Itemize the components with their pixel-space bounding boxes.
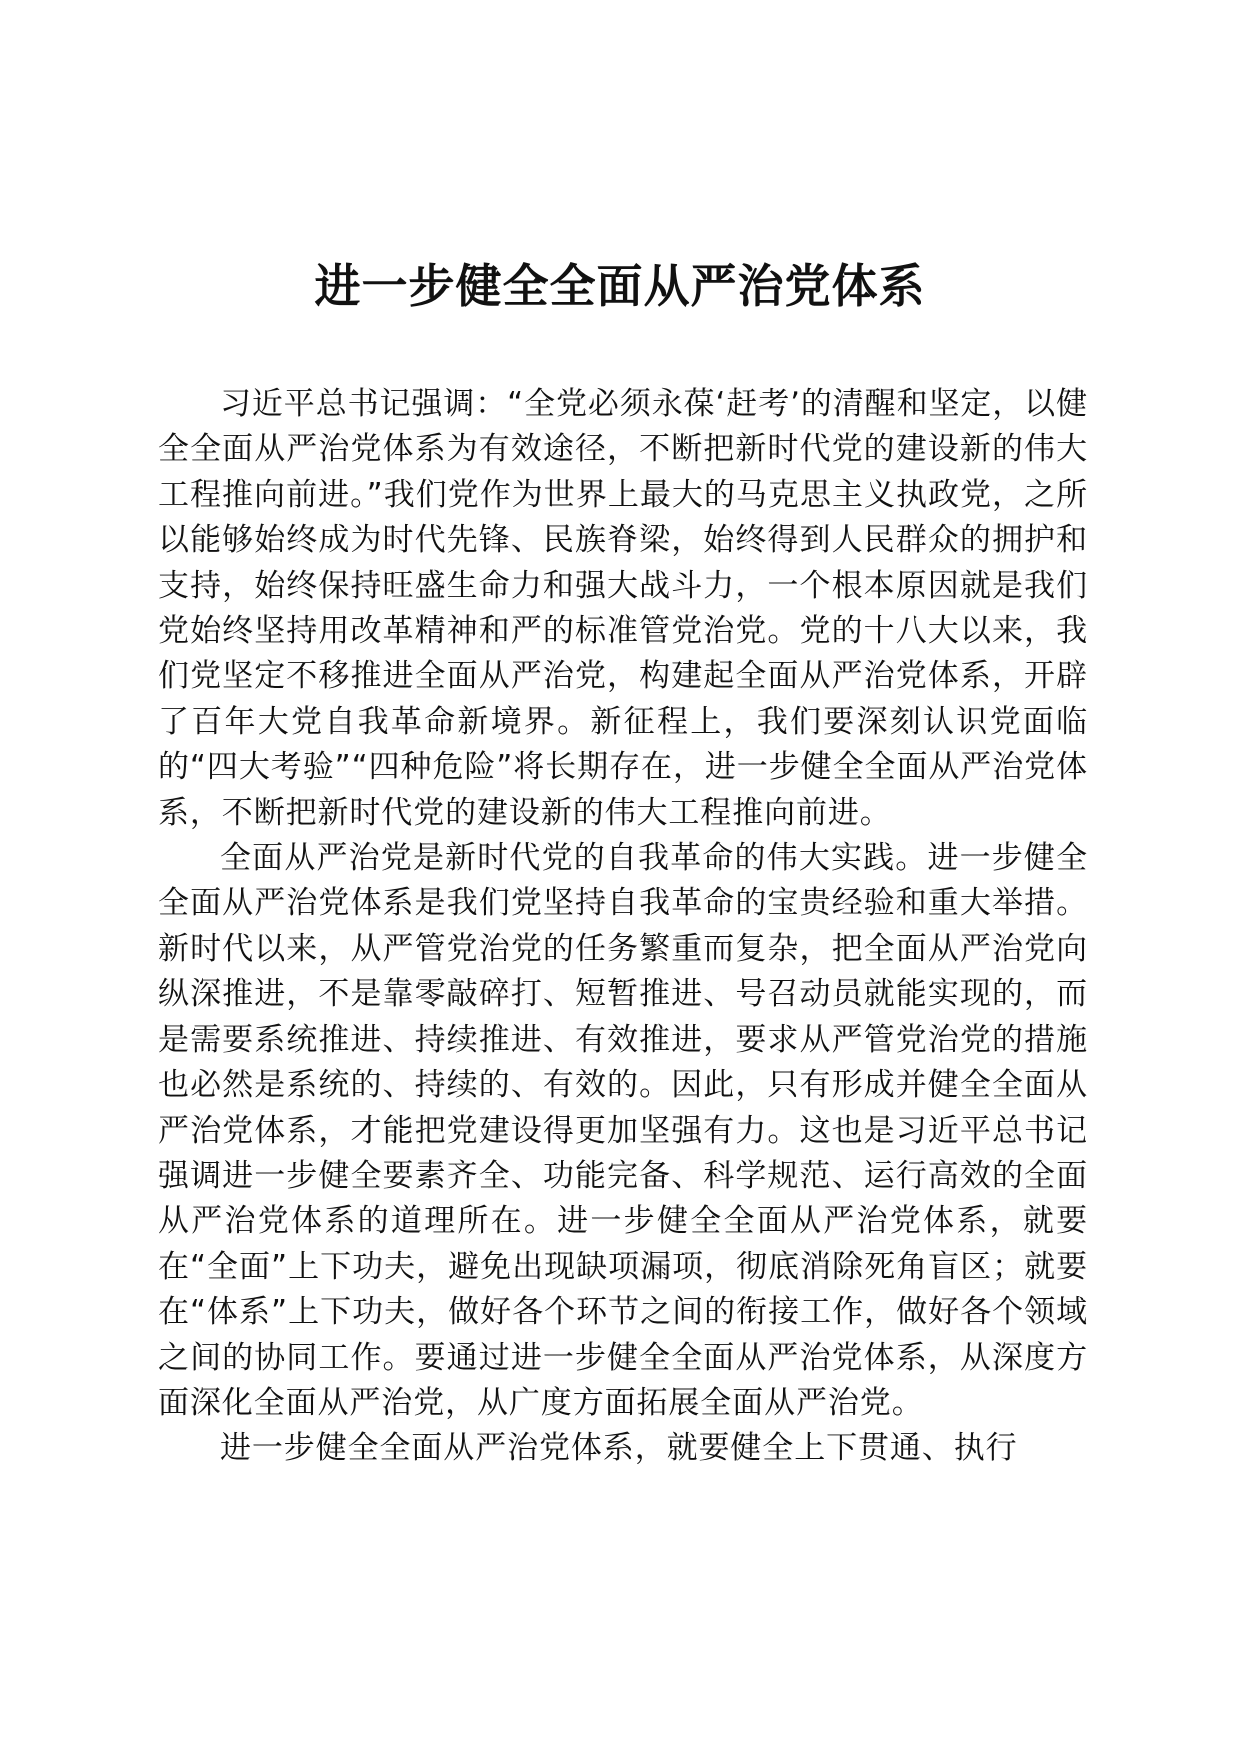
document-body — [158, 382, 1088, 1472]
paragraph-3: 进一步健全全面从严治党体系，就要健全上下贯通、执行 — [220, 1430, 1018, 1467]
paragraph-1: 习近平总书记强调：“全党必须永葆‘赶考’的清醒和坚定，以健全全面从严治党体系为有效途径，不断把新时代党的建设新的伟大工程推向前进。”我们党作为世界上最大的马克思主义执政党，之所以能够始终成为时代先锋、民族脊梁，始终得到人民群众的拥护和支持，始终保持旺盛生命力和强大战斗力，一个根本原因就是我们党始终坚持用改革精神和严的标准管党治党。党的十八大以来，我们党坚定不移推进全面从严治党，构建起全面从严治党体系，开辟了百年大党自我革命新境界。新征程上，我们要深刻认识党面临的“四大考验”“四种危险”将长期存在，进一步健全全面从严治党体系，不断把新时代党的建设新的伟大工程推向前进。 — [158, 386, 1088, 831]
paragraph-2: 全面从严治党是新时代党的自我革命的伟大实践。进一步健全全面从严治党体系是我们党坚持自我革命的宝贵经验和重大举措。新时代以来，从严管党治党的任务繁重而复杂，把全面从严治党向纵深推进，不是靠零敲碎打、短暂推进、号召动员就能实现的，而是需要系统推进、持续推进、有效推进，要求从严管党治党的措施也必然是系统的、持续的、有效的。因此，只有形成并健全全面从严治党体系，才能把党建设得更加坚强有力。这也是习近平总书记强调进一步健全要素齐全、功能完备、科学规范、运行高效的全面从严治党体系的道理所在。进一步健全全面从严治党体系，就要在“全面”上下功夫，避免出现缺项漏项，彻底消除死角盲区；就要在“体系”上下功夫，做好各个环节之间的衔接工作，做好各个领域之间的协同工作。要通过进一步健全全面从严治党体系，从深度方面深化全面从严治党，从广度方面拓展全面从严治党。 — [158, 840, 1088, 1421]
document-title: 进一步健全全面从严治党体系 — [314, 259, 926, 313]
